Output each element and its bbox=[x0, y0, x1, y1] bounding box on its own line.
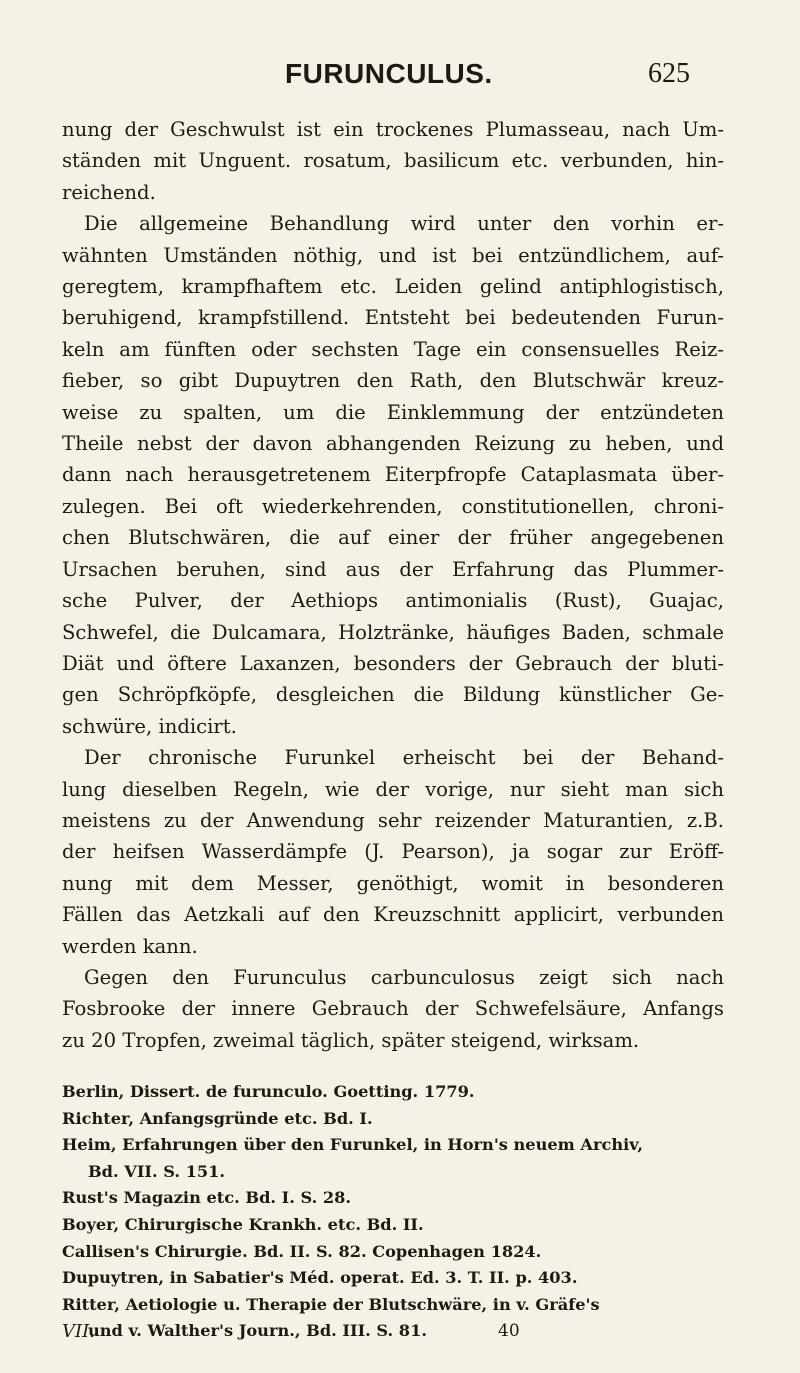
body-text bbox=[62, 114, 724, 1056]
text-line: beruhigend, krampfstillend. Entsteht bei bedeutenden Furun- bbox=[62, 306, 724, 330]
text-line: nung mit dem Messer, genöthigt, womit in besonderen bbox=[62, 871, 724, 895]
page-title: FURUNCULUS. bbox=[285, 58, 493, 89]
paragraph-3 bbox=[62, 742, 724, 962]
text-line: schwüre, indicirt. bbox=[62, 714, 237, 738]
text-line: wähnten Umständen nöthig, und ist bei entzündlichem, auf- bbox=[62, 243, 724, 267]
text-line: lung dieselben Regeln, wie der vorige, nur sieht man sich bbox=[62, 777, 724, 801]
text-line: Theile nebst der davon abhangenden Reizung zu heben, und bbox=[62, 432, 724, 456]
text-line: chen Blutschwären, die auf einer der früher angegebenen bbox=[62, 526, 724, 550]
reference-line: Ritter, Aetiologie u. Therapie der Blutschwäre, in v. Gräfe's bbox=[62, 1294, 600, 1314]
reference-line: Bd. VII. S. 151. bbox=[88, 1161, 226, 1181]
text-line: Ursachen beruhen, sind aus der Erfahrung das Plummer- bbox=[62, 557, 724, 581]
text-line: gen Schröpfköpfe, desgleichen die Bildung künstlicher Ge- bbox=[62, 683, 724, 707]
reference-line: Callisen's Chirurgie. Bd. II. S. 82. Copenhagen 1824. bbox=[62, 1241, 542, 1261]
text-line: sche Pulver, der Aethiops antimonialis (Rust), Guajac, bbox=[62, 589, 724, 613]
text-line: meistens zu der Anwendung sehr reizender Maturantien, z.B. bbox=[62, 808, 724, 832]
reference-line: Richter, Anfangsgründe etc. Bd. I. bbox=[62, 1108, 373, 1128]
text-line: reichend. bbox=[62, 180, 156, 204]
page-footer bbox=[0, 1321, 800, 1351]
text-line: nung der Geschwulst ist ein trockenes Plumasseau, nach Um- bbox=[62, 118, 724, 141]
text-line: weise zu spalten, um die Einklemmung der entzündeten bbox=[62, 400, 724, 424]
text-line: Schwefel, die Dulcamara, Holztränke, häufiges Baden, schmale bbox=[62, 620, 724, 644]
reference-line: Dupuytren, in Sabatier's Méd. operat. Ed. 3. T. II. p. 403. bbox=[62, 1268, 578, 1288]
reference-line: Berlin, Dissert. de furunculo. Goetting. 1779. bbox=[62, 1082, 475, 1101]
text-line: keln am fünften oder sechsten Tage ein consensuelles Reiz- bbox=[62, 337, 724, 361]
text-line: zulegen. Bei oft wiederkehrenden, constitutionellen, chroni- bbox=[62, 494, 724, 518]
paragraph-4 bbox=[62, 962, 724, 1056]
signature-mark: VII. bbox=[62, 1321, 95, 1342]
reference-line: Boyer, Chirurgische Krankh. etc. Bd. II. bbox=[62, 1214, 424, 1234]
reference-list bbox=[62, 1079, 724, 1345]
paragraph-1 bbox=[62, 114, 724, 208]
text-line: der heifsen Wasserdämpfe (J. Pearson), ja sogar zur Eröff- bbox=[62, 840, 724, 864]
text-line: werden kann. bbox=[62, 934, 198, 958]
running-head bbox=[0, 58, 800, 98]
text-line: geregtem, krampfhaftem etc. Leiden gelind antiphlogistisch, bbox=[62, 275, 724, 299]
text-line: Diät und öftere Laxanzen, besonders der Gebrauch der bluti- bbox=[62, 651, 724, 675]
text-line: Gegen den Furunculus carbunculosus zeigt sich nach bbox=[84, 965, 724, 989]
page-number: 625 bbox=[648, 58, 690, 89]
text-line: Fosbrooke der innere Gebrauch der Schwefelsäure, Anfangs bbox=[62, 997, 724, 1021]
text-line: Fällen das Aetzkali auf den Kreuzschnitt applicirt, verbunden bbox=[62, 903, 724, 927]
text-line: ständen mit Unguent. rosatum, basilicum etc. verbunden, hin- bbox=[62, 149, 724, 173]
text-line: fieber, so gibt Dupuytren den Rath, den Blutschwär kreuz- bbox=[62, 369, 724, 393]
text-line: dann nach herausgetretenem Eiterpfropfe Cataplasmata über- bbox=[62, 463, 724, 487]
reference-line: Rust's Magazin etc. Bd. I. S. 28. bbox=[62, 1188, 352, 1208]
folio-number: 40 bbox=[498, 1321, 520, 1341]
paragraph-2 bbox=[62, 208, 724, 742]
text-line: zu 20 Tropfen, zweimal täglich, später steigend, wirksam. bbox=[62, 1028, 640, 1052]
text-line: Der chronische Furunkel erheischt bei der Behand- bbox=[84, 746, 724, 770]
reference-line: und v. Walther's Journ., Bd. III. S. 81. bbox=[88, 1321, 427, 1341]
reference-line: Heim, Erfahrungen über den Furunkel, in Horn's neuem Archiv, bbox=[62, 1135, 644, 1155]
text-line: Die allgemeine Behandlung wird unter den vorhin er- bbox=[84, 212, 724, 236]
